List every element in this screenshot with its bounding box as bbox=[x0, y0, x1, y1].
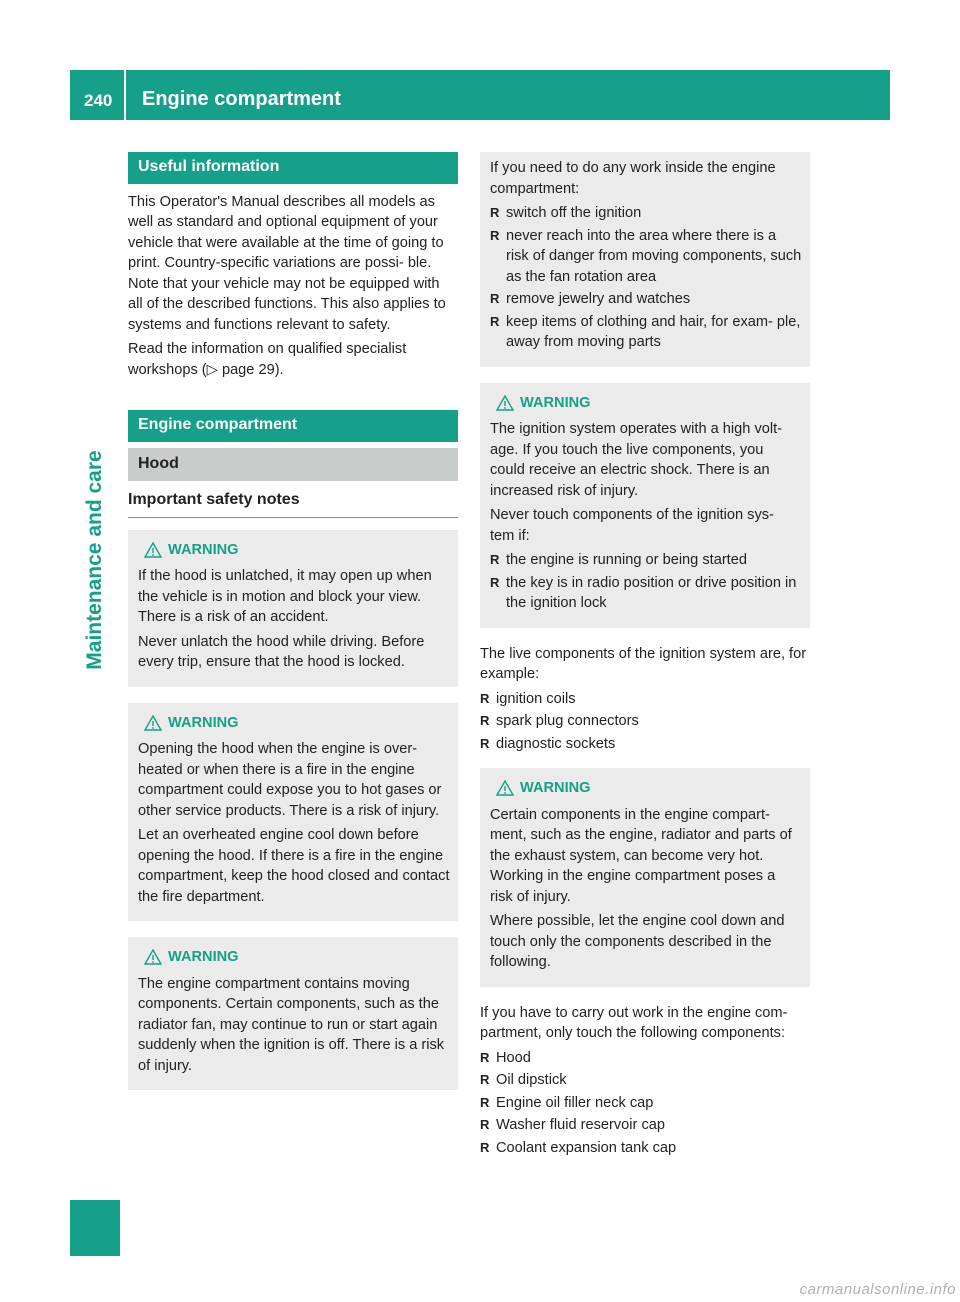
page-number: 240 bbox=[84, 91, 113, 110]
ignition-conditions-list bbox=[490, 550, 802, 614]
touch-components-intro: If you have to carry out work in the engine com- partment, only touch the following components: bbox=[480, 1004, 788, 1041]
workshop-reference: Read the information on qualified specialist workshops (▷ page 29). bbox=[128, 341, 407, 378]
warning-text: Opening the hood when the engine is over- heated or when there is a fire in the engine compartment could expose you to hot gases or other service products. There is a risk of injury. bbox=[138, 741, 442, 819]
warning-triangle-icon bbox=[144, 542, 162, 558]
warning-text: Never touch components of the ignition sys- tem if: bbox=[490, 507, 774, 544]
warning-box bbox=[480, 383, 810, 628]
work-precautions-box bbox=[480, 152, 810, 367]
warning-header bbox=[144, 947, 450, 968]
list-item: R ignition coils bbox=[480, 689, 810, 710]
warning-header bbox=[144, 540, 450, 561]
list-item: R keep items of clothing and hair, for exam- ple, away from moving parts bbox=[490, 312, 802, 353]
useful-information-heading: Useful information bbox=[128, 152, 458, 184]
list-item: R Washer fluid reservoir cap bbox=[480, 1115, 810, 1136]
warning-box bbox=[128, 937, 458, 1090]
warning-text: Where possible, let the engine cool down and touch only the components described in the following. bbox=[490, 913, 785, 970]
warning-box bbox=[128, 530, 458, 687]
warning-label: WARNING bbox=[168, 949, 239, 965]
warning-box bbox=[480, 768, 810, 987]
section-tab-marker bbox=[70, 1200, 120, 1256]
list-item: R the engine is running or being started bbox=[490, 550, 802, 571]
warning-text: The engine compartment contains moving components. Certain components, such as the radiator fan, may continue to run or start again suddenly when the ignition is off. There is a risk of injury. bbox=[138, 975, 445, 1074]
list-item: R Engine oil filler neck cap bbox=[480, 1093, 810, 1114]
list-item: R Oil dipstick bbox=[480, 1070, 810, 1091]
list-item: R never reach into the area where there is a risk of danger from moving components, such as the fan rotation area bbox=[490, 226, 802, 288]
page-title: Engine compartment bbox=[142, 88, 341, 110]
work-intro: If you need to do any work inside the engine compartment: bbox=[490, 160, 776, 197]
live-components-intro: The live components of the ignition system are, for example: bbox=[480, 645, 807, 682]
warning-text: Never unlatch the hood while driving. Before every trip, ensure that the hood is locked. bbox=[138, 633, 425, 670]
warning-triangle-icon bbox=[496, 780, 514, 796]
side-label-text: Maintenance and care bbox=[83, 450, 106, 670]
list-item: R diagnostic sockets bbox=[480, 734, 810, 755]
warning-text: Let an overheated engine cool down before opening the hood. If there is a fire in the engine compartment, keep the hood closed and contact the fire department. bbox=[138, 827, 450, 905]
warning-text: If the hood is unlatched, it may open up when the vehicle is in motion and block your view. There is a risk of an accident. bbox=[138, 568, 432, 625]
warning-header bbox=[144, 713, 450, 734]
safety-notes-heading: Important safety notes bbox=[128, 481, 458, 518]
page-header bbox=[70, 70, 890, 120]
list-item: R switch off the ignition bbox=[490, 203, 802, 224]
touch-components-list bbox=[480, 1048, 810, 1159]
left-column bbox=[128, 152, 458, 1106]
live-components-list bbox=[480, 689, 810, 755]
list-item: R remove jewelry and watches bbox=[490, 289, 802, 310]
warning-triangle-icon bbox=[144, 715, 162, 731]
work-precautions-list bbox=[490, 203, 802, 353]
warning-text: The ignition system operates with a high volt- age. If you touch the live components, you could receive an electric shock. There is an increased risk of injury. bbox=[490, 421, 783, 499]
engine-compartment-heading: Engine compartment bbox=[128, 410, 458, 442]
hood-heading: Hood bbox=[128, 448, 458, 482]
right-column bbox=[480, 152, 810, 1162]
list-item: R Hood bbox=[480, 1048, 810, 1069]
warning-header bbox=[496, 393, 802, 414]
warning-triangle-icon bbox=[144, 949, 162, 965]
header-divider bbox=[124, 70, 126, 120]
section-side-label bbox=[70, 130, 120, 1180]
useful-paragraph: This Operator's Manual describes all models as well as standard and optional equipment of your vehicle that were available at the time of going to print. Country-specific variations are possi- ble. Note that your vehicle may not be equipped with all of the described functions. This also applies to systems and functions relevant to safety. bbox=[128, 193, 446, 333]
warning-label: WARNING bbox=[520, 780, 591, 796]
list-item: R spark plug connectors bbox=[480, 711, 810, 732]
list-item: R Coolant expansion tank cap bbox=[480, 1138, 810, 1159]
list-item: R the key is in radio position or drive position in the ignition lock bbox=[490, 573, 802, 614]
warning-box bbox=[128, 703, 458, 922]
watermark: carmanualsonline.info bbox=[799, 1281, 956, 1298]
warning-label: WARNING bbox=[168, 714, 239, 731]
warning-triangle-icon bbox=[496, 395, 514, 411]
warning-label: WARNING bbox=[520, 394, 591, 411]
warning-label: WARNING bbox=[168, 541, 239, 558]
warning-header bbox=[496, 778, 802, 799]
warning-text: Certain components in the engine compart- ment, such as the engine, radiator and parts of the exhaust system, can become very hot. Working in the engine compartment poses a risk of injury. bbox=[490, 806, 792, 905]
